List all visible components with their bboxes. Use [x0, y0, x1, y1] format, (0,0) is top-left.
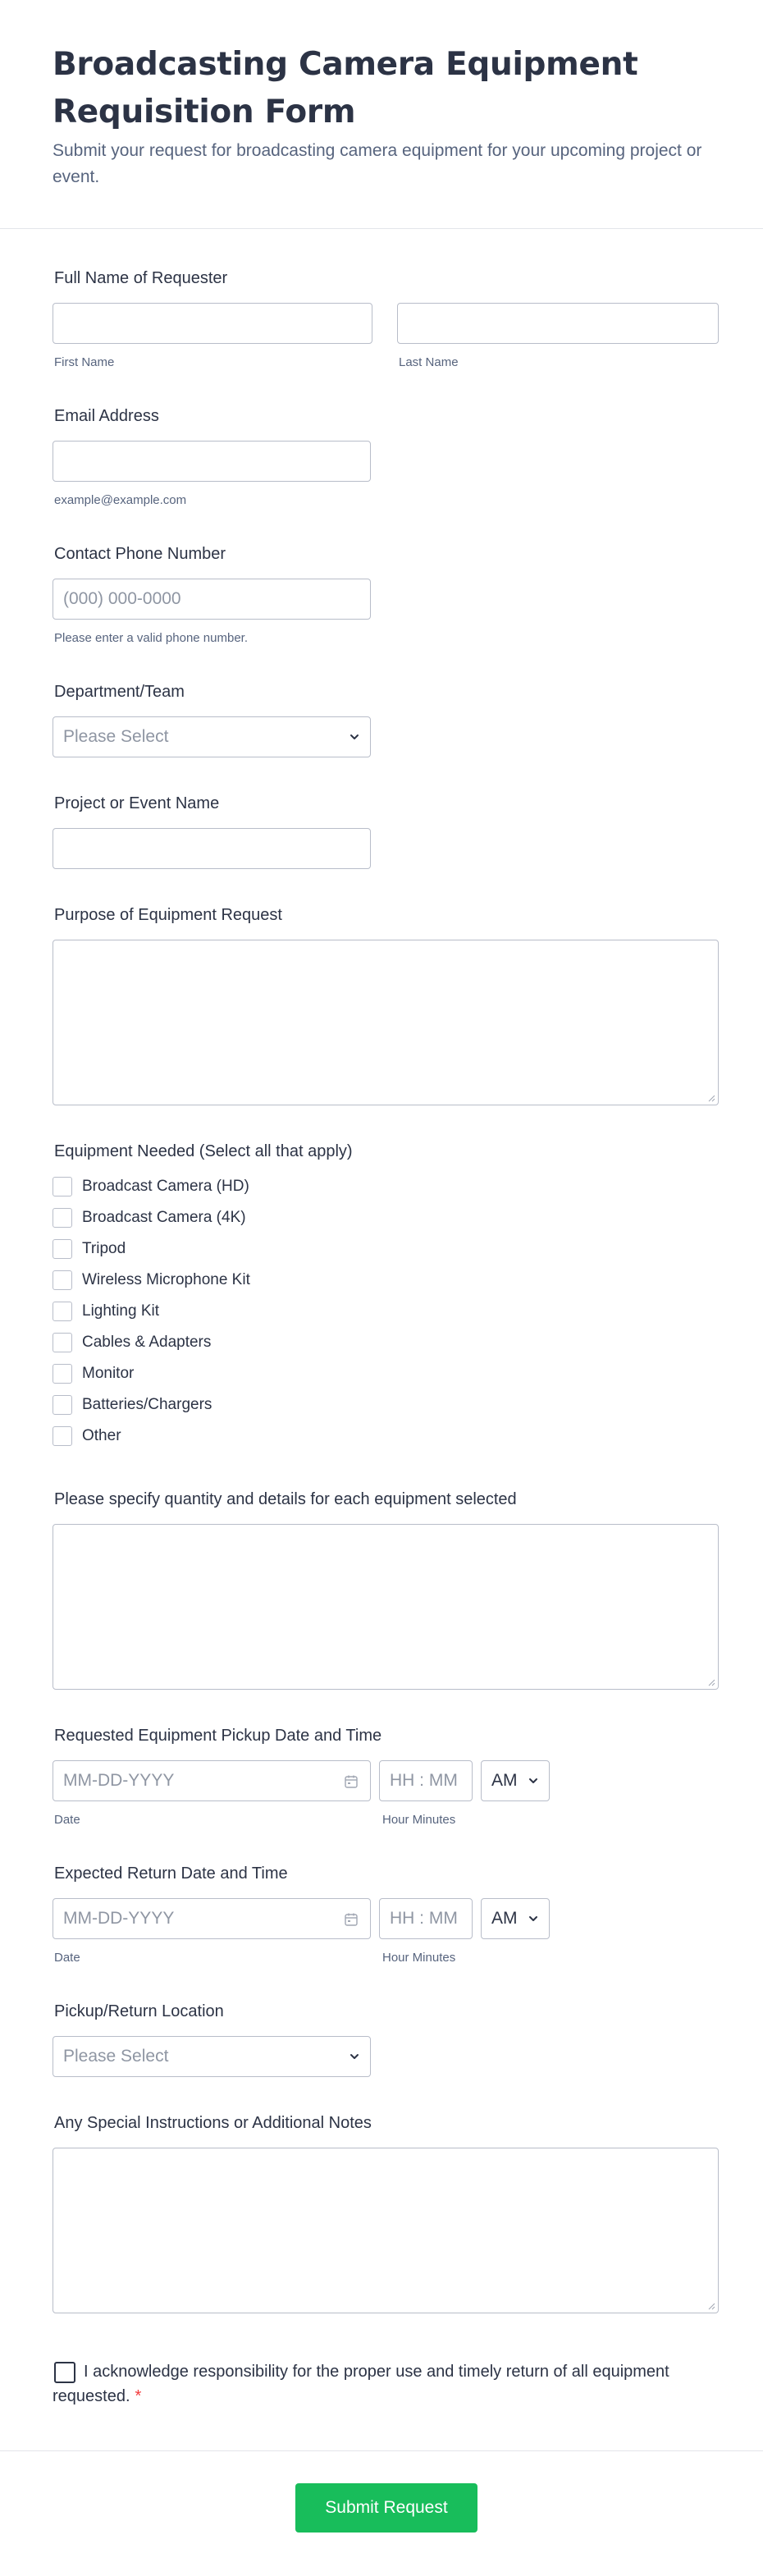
return-time-placeholder: HH : MM: [390, 1909, 458, 1928]
purpose-textarea[interactable]: [53, 940, 719, 1105]
pickup-date-placeholder: MM-DD-YYYY: [63, 1771, 175, 1790]
equipment-option[interactable]: Broadcast Camera (HD): [53, 1175, 249, 1198]
checkbox[interactable]: [53, 1333, 72, 1352]
equipment-option[interactable]: Tripod: [53, 1238, 126, 1261]
phone-sublabel: Please enter a valid phone number.: [54, 631, 248, 645]
checkbox[interactable]: [53, 1208, 72, 1228]
department-select[interactable]: [53, 716, 371, 757]
project-input[interactable]: [53, 828, 371, 869]
pickup-ampm-value: AM: [491, 1771, 518, 1790]
equipment-option[interactable]: Wireless Microphone Kit: [53, 1269, 250, 1292]
notes-label: Any Special Instructions or Additional Notes: [54, 2114, 372, 2132]
pickup-time-placeholder: HH : MM: [390, 1771, 458, 1790]
pickup-time-sublabel: Hour Minutes: [382, 1813, 456, 1827]
location-select-value: Please Select: [63, 2047, 169, 2066]
pickup-ampm-select[interactable]: [481, 1760, 550, 1801]
return-time-sublabel: Hour Minutes: [382, 1951, 456, 1965]
chevron-down-icon: [349, 731, 360, 743]
checkbox[interactable]: [53, 1239, 72, 1259]
resize-handle-icon[interactable]: [707, 1094, 715, 1102]
resize-handle-icon[interactable]: [707, 1678, 715, 1686]
department-select-value: Please Select: [63, 727, 169, 746]
return-time-input[interactable]: [379, 1898, 473, 1939]
return-label: Expected Return Date and Time: [54, 1865, 288, 1883]
form-subtitle: Submit your request for broadcasting camera equipment for your upcoming project or event.: [53, 141, 702, 186]
purpose-label: Purpose of Equipment Request: [54, 906, 282, 924]
return-ampm-value: AM: [491, 1909, 518, 1928]
submit-button[interactable]: Submit Request: [295, 2483, 477, 2533]
pickup-label: Requested Equipment Pickup Date and Time: [54, 1727, 382, 1745]
checkbox[interactable]: [53, 1177, 72, 1196]
last-name-input[interactable]: [397, 303, 719, 344]
equipment-option[interactable]: Batteries/Chargers: [53, 1393, 212, 1416]
return-ampm-select[interactable]: [481, 1898, 550, 1939]
phone-label: Contact Phone Number: [54, 545, 226, 563]
required-mark: *: [135, 2387, 142, 2405]
calendar-icon[interactable]: [344, 1912, 359, 1927]
equipment-option[interactable]: Monitor: [53, 1362, 134, 1385]
return-date-sublabel: Date: [54, 1951, 80, 1965]
location-label: Pickup/Return Location: [54, 2002, 224, 2020]
chevron-down-icon: [528, 1775, 539, 1787]
chevron-down-icon: [349, 2051, 360, 2062]
checkbox[interactable]: [53, 1302, 72, 1321]
notes-textarea[interactable]: [53, 2148, 719, 2313]
form-header: [0, 0, 763, 229]
form-title: Broadcasting Camera Equipment Requisition Form: [53, 46, 638, 130]
equipment-option[interactable]: Other: [53, 1425, 121, 1448]
equipment-option[interactable]: Lighting Kit: [53, 1300, 159, 1323]
chevron-down-icon: [528, 1913, 539, 1924]
full-name-label: Full Name of Requester: [54, 269, 228, 287]
last-name-sublabel: Last Name: [399, 355, 459, 369]
checkbox[interactable]: [53, 1426, 72, 1446]
equipment-option[interactable]: Cables & Adapters: [53, 1331, 211, 1354]
phone-input[interactable]: [53, 579, 371, 620]
first-name-input[interactable]: [53, 303, 372, 344]
checkbox[interactable]: [53, 1270, 72, 1290]
department-label: Department/Team: [54, 683, 185, 701]
return-date-input[interactable]: [53, 1898, 371, 1939]
acknowledge-label: I acknowledge responsibility for the proper use and timely return of all equipment requested.: [53, 2363, 669, 2405]
return-date-placeholder: MM-DD-YYYY: [63, 1909, 175, 1928]
resize-handle-icon[interactable]: [707, 2302, 715, 2310]
pickup-time-input[interactable]: [379, 1760, 473, 1801]
calendar-icon[interactable]: [344, 1774, 359, 1789]
first-name-sublabel: First Name: [54, 355, 115, 369]
details-textarea[interactable]: [53, 1524, 719, 1690]
project-label: Project or Event Name: [54, 794, 220, 812]
checkbox[interactable]: [53, 1395, 72, 1415]
pickup-date-sublabel: Date: [54, 1813, 80, 1827]
equipment-option[interactable]: Broadcast Camera (4K): [53, 1206, 246, 1229]
acknowledge-text: [53, 2359, 676, 2409]
equipment-label: Equipment Needed (Select all that apply): [54, 1142, 353, 1160]
footer-divider: [0, 2450, 763, 2451]
location-select[interactable]: [53, 2036, 371, 2077]
email-label: Email Address: [54, 407, 159, 425]
details-label: Please specify quantity and details for each equipment selected: [54, 1490, 517, 1508]
checkbox[interactable]: [53, 1364, 72, 1384]
email-input[interactable]: [53, 441, 371, 482]
pickup-date-input[interactable]: [53, 1760, 371, 1801]
email-sublabel: example@example.com: [54, 493, 187, 507]
